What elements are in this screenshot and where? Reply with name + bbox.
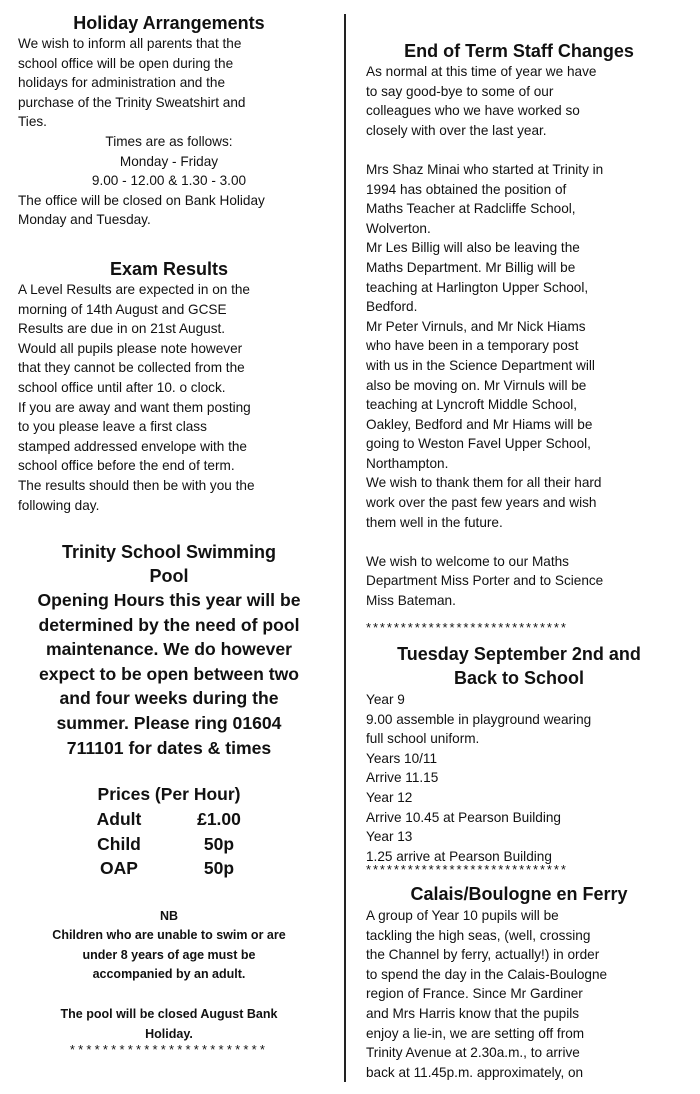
text-line: to say good-bye to some of our (366, 83, 554, 99)
exam-body (18, 280, 320, 515)
staff-details (366, 160, 672, 532)
staff-changes-section (366, 40, 672, 611)
nb-label: NB (159, 908, 179, 923)
text-line: We wish to thank them for all their hard (366, 475, 602, 491)
ferry-body (366, 906, 672, 1082)
text-line: 9.00 assemble in playground wearing (366, 711, 592, 727)
text-line: Wolverton. (366, 220, 431, 236)
pool-opening-hours (18, 588, 320, 760)
text-line: region of France. Since Mr Gardiner (366, 986, 583, 1002)
text-line: As normal at this time of year we have (366, 64, 597, 79)
pool-title-line2: Pool (149, 566, 189, 586)
ferry-section (366, 882, 672, 1082)
price-label: Child (97, 833, 141, 854)
text-line: also be moving on. Mr Virnuls will be (366, 377, 587, 393)
text-line: The pool will be closed August Bank (60, 1007, 278, 1022)
star-separator: ************************ (69, 1042, 269, 1058)
text-line: Ties. (18, 114, 47, 130)
pool-closed-note (18, 1005, 320, 1044)
holiday-arrangements-section (18, 12, 320, 230)
back-schedule (366, 690, 672, 866)
text-line: closely with over the last year. (366, 122, 547, 138)
price-value: 50p (203, 858, 235, 879)
text-line: The office will be closed on Bank Holiday (18, 192, 265, 208)
text-line: Bedford. (366, 299, 418, 315)
text-line: and Mrs Harris know that the pupils (366, 1005, 580, 1021)
holiday-title: Holiday Arrangements (73, 13, 265, 33)
text-line: accompanied by an adult. (92, 967, 246, 982)
staff-title: End of Term Staff Changes (404, 41, 634, 61)
text-line: school office before the end of term. (18, 458, 235, 474)
text-line: Year 13 (366, 829, 413, 845)
price-value: £1.00 (197, 809, 241, 830)
text-line: under 8 years of age must be (82, 947, 256, 962)
back-to-school-section (366, 642, 672, 866)
text-line: work over the past few years and wish (366, 495, 597, 511)
staff-intro (366, 62, 672, 140)
text-line: expect to be open between two (38, 663, 300, 684)
text-line: teaching at Harlington Upper School, (366, 279, 589, 295)
text-line: A group of Year 10 pupils will be (366, 908, 559, 923)
text-line: and four weeks during the (59, 688, 279, 709)
text-line: Trinity Avenue at 2.30a.m., to arrive (366, 1045, 580, 1061)
text-line: Maths Department. Mr Billig will be (366, 259, 576, 275)
star-separator: ***************************** (366, 862, 568, 877)
pool-nb (18, 907, 320, 985)
exam-results-section (18, 258, 320, 515)
text-line: morning of 14th August and GCSE (18, 301, 227, 317)
text-line: Children who are unable to swim or are (52, 928, 286, 943)
text-line: to you please leave a first class (18, 419, 207, 435)
holiday-intro (18, 34, 320, 230)
text-line: teaching at Lyncroft Middle School, (366, 397, 578, 413)
text-line: colleagues who we have worked so (366, 103, 580, 119)
office-days: Monday - Friday (119, 153, 219, 169)
prices-table (18, 782, 320, 881)
price-label: Adult (96, 809, 142, 830)
text-line: going to Weston Favel Upper School, (366, 436, 591, 452)
text-line: Miss Bateman. (366, 593, 456, 609)
text-line: tackling the high seas, (well, crossing (366, 927, 591, 943)
column-divider (344, 14, 346, 1082)
text-line: Opening Hours this year will be (37, 590, 301, 610)
text-line: who have been in a temporary post (366, 338, 579, 354)
text-line: 1994 has obtained the position of (366, 181, 567, 197)
text-line: stamped addressed envelope with the (18, 438, 247, 454)
text-line: 711101 for dates & times (66, 737, 272, 758)
text-line: Year 9 (366, 692, 405, 707)
times-label: Times are as follows: (105, 133, 233, 149)
text-line: following day. (18, 497, 100, 513)
text-line: Years 10/11 (366, 750, 438, 766)
text-line: school office will be open during the (18, 55, 234, 71)
ferry-title: Calais/Boulogne en Ferry (410, 884, 628, 904)
text-line: 1.25 arrive at Pearson Building (366, 848, 552, 864)
text-line: We wish to inform all parents that the (18, 36, 242, 51)
text-line: purchase of the Trinity Sweatshirt and (18, 94, 246, 110)
text-line: Maths Teacher at Radcliffe School, (366, 201, 576, 217)
text-line: back at 11.45p.m. approximately, on (366, 1064, 584, 1080)
text-line: A Level Results are expected in on the (18, 282, 250, 297)
back-title-line2: Back to School (453, 668, 585, 688)
price-row (18, 856, 320, 881)
price-row (18, 832, 320, 857)
pool-title-line1: Trinity School Swimming (61, 542, 277, 562)
text-line: enjoy a lie-in, we are setting off from (366, 1025, 585, 1041)
text-line: them well in the future. (366, 514, 503, 530)
text-line: If you are away and want them posting (18, 399, 251, 415)
text-line: the Channel by ferry, actually!) in order (366, 947, 600, 963)
star-separator: ***************************** (366, 620, 568, 635)
price-row (18, 807, 320, 832)
text-line: holidays for administration and the (18, 75, 226, 91)
price-label: OAP (100, 858, 138, 879)
swimming-pool-section (18, 540, 320, 1057)
text-line: Year 12 (366, 789, 413, 805)
text-line: Holiday. (145, 1026, 193, 1041)
back-title-line1: Tuesday September 2nd and (397, 644, 641, 664)
text-line: Arrive 10.45 at Pearson Building (366, 809, 561, 825)
prices-title: Prices (Per Hour) (97, 784, 241, 805)
text-line: to spend the day in the Calais-Boulogne (366, 966, 608, 982)
text-line: Results are due in on 21st August. (18, 321, 226, 337)
text-line: Arrive 11.15 (366, 770, 439, 786)
text-line: with us in the Science Department will (366, 357, 595, 373)
text-line: Would all pupils please note however (18, 340, 243, 356)
text-line: Northampton. (366, 455, 449, 471)
text-line: Mr Peter Virnuls, and Mr Nick Hiams (366, 318, 586, 334)
text-line: determined by the need of pool (38, 614, 300, 635)
text-line: school office until after 10. o clock. (18, 379, 226, 395)
text-line: The results should then be with you the (18, 477, 255, 493)
text-line: Mr Les Billig will also be leaving the (366, 240, 580, 256)
price-value: 50p (203, 833, 235, 854)
text-line: Mrs Shaz Minai who started at Trinity in (366, 161, 604, 177)
text-line: that they cannot be collected from the (18, 360, 245, 376)
text-line: Department Miss Porter and to Science (366, 573, 604, 589)
office-hours: 9.00 - 12.00 & 1.30 - 3.00 (91, 173, 247, 189)
exam-title: Exam Results (109, 259, 229, 279)
text-line: full school uniform. (366, 731, 480, 747)
staff-welcome (366, 552, 672, 611)
text-line: maintenance. We do however (45, 639, 293, 660)
text-line: summer. Please ring 01604 (56, 712, 282, 733)
text-line: We wish to welcome to our Maths (366, 553, 569, 569)
text-line: Monday and Tuesday. (18, 212, 151, 228)
text-line: Oakley, Bedford and Mr Hiams will be (366, 416, 593, 432)
